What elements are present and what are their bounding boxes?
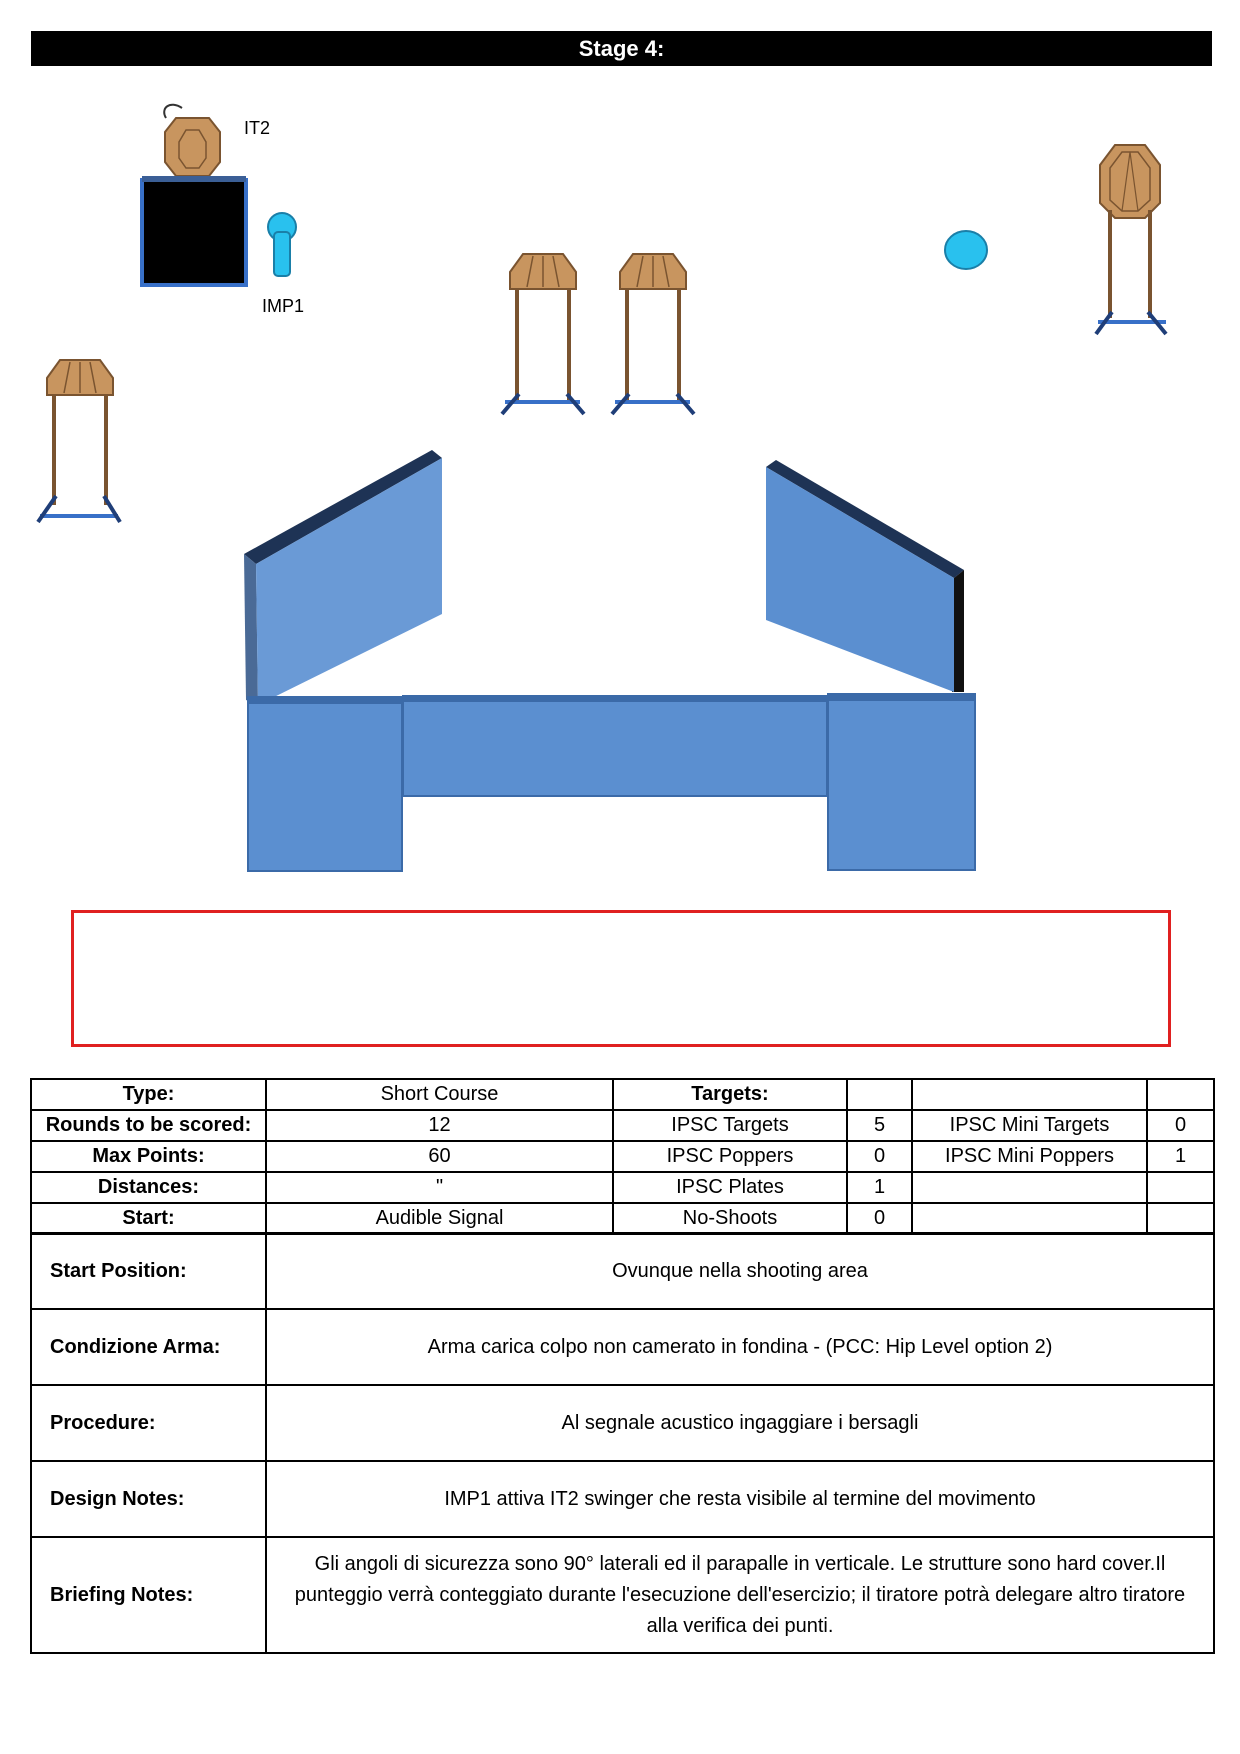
ipsc-mini-targets-label: IPSC Mini Targets bbox=[912, 1110, 1147, 1141]
ipsc-poppers-count: 0 bbox=[847, 1141, 912, 1172]
ipsc-target-left bbox=[38, 360, 120, 522]
ipsc-mini-poppers-count: 1 bbox=[1147, 1141, 1214, 1172]
table-row bbox=[31, 1203, 1214, 1234]
ipsc-plate bbox=[945, 231, 987, 269]
design-notes-value: IMP1 attiva IT2 swinger che resta visibile al termine del movimento bbox=[266, 1461, 1214, 1537]
stage-title: Stage 4: bbox=[31, 31, 1212, 66]
ipsc-plates-label: IPSC Plates bbox=[613, 1172, 847, 1203]
ipsc-targets-label: IPSC Targets bbox=[613, 1110, 847, 1141]
table-row bbox=[31, 1233, 1214, 1309]
type-label: Type: bbox=[31, 1079, 266, 1110]
table-row bbox=[31, 1141, 1214, 1172]
ipsc-mini-targets-count: 0 bbox=[1147, 1110, 1214, 1141]
ipsc-target-right bbox=[1096, 145, 1166, 334]
ipsc-mini-poppers-label: IPSC Mini Poppers bbox=[912, 1141, 1147, 1172]
fault-line-box bbox=[71, 910, 1171, 1047]
start-label: Start: bbox=[31, 1203, 266, 1234]
table-row bbox=[31, 1385, 1214, 1461]
briefing-notes-label: Briefing Notes: bbox=[31, 1537, 266, 1653]
it2-label: IT2 bbox=[244, 118, 271, 138]
start-position-value: Ovunque nella shooting area bbox=[266, 1233, 1214, 1309]
ipsc-target-center-1 bbox=[502, 254, 584, 414]
stage-info-table bbox=[30, 1078, 1215, 1235]
start-position-label: Start Position: bbox=[31, 1233, 266, 1309]
table-row bbox=[31, 1172, 1214, 1203]
empty-cell bbox=[912, 1079, 1147, 1110]
design-notes-label: Design Notes: bbox=[31, 1461, 266, 1537]
table-row bbox=[31, 1461, 1214, 1537]
targets-header: Targets: bbox=[613, 1079, 847, 1110]
no-shoots-label: No-Shoots bbox=[613, 1203, 847, 1234]
empty-cell bbox=[1147, 1172, 1214, 1203]
procedure-value: Al segnale acustico ingaggiare i bersagli bbox=[266, 1385, 1214, 1461]
max-points-value: 60 bbox=[266, 1141, 613, 1172]
table-row bbox=[31, 1537, 1214, 1653]
table-row bbox=[31, 1079, 1214, 1110]
empty-cell bbox=[912, 1203, 1147, 1234]
table-row bbox=[31, 1309, 1214, 1385]
wall-front bbox=[248, 694, 975, 871]
type-value: Short Course bbox=[266, 1079, 613, 1110]
procedure-label: Procedure: bbox=[31, 1385, 266, 1461]
briefing-notes-value: Gli angoli di sicurezza sono 90° laterali ed il parapalle in verticale. Le strutture sono hard cover.Il punteggio verrà conteggiato durante l'esecuzione dell'esercizio; il tiratore potrà delegare altro tiratore alla verifica dei punti. bbox=[266, 1537, 1214, 1653]
it2-swinger-target bbox=[142, 105, 246, 285]
wall-right-angled bbox=[766, 460, 964, 692]
empty-cell bbox=[1147, 1079, 1214, 1110]
empty-cell bbox=[847, 1079, 912, 1110]
distances-label: Distances: bbox=[31, 1172, 266, 1203]
rounds-value: 12 bbox=[266, 1110, 613, 1141]
ipsc-poppers-label: IPSC Poppers bbox=[613, 1141, 847, 1172]
wall-left-angled bbox=[244, 450, 442, 705]
imp1-mini-popper bbox=[268, 213, 296, 276]
empty-cell bbox=[1147, 1203, 1214, 1234]
condizione-arma-label: Condizione Arma: bbox=[31, 1309, 266, 1385]
no-shoots-count: 0 bbox=[847, 1203, 912, 1234]
rounds-label: Rounds to be scored: bbox=[31, 1110, 266, 1141]
swing-arrow-icon bbox=[164, 105, 182, 118]
empty-cell bbox=[912, 1172, 1147, 1203]
start-value: Audible Signal bbox=[266, 1203, 613, 1234]
ipsc-target-center-2 bbox=[612, 254, 694, 414]
ipsc-targets-count: 5 bbox=[847, 1110, 912, 1141]
table-row bbox=[31, 1110, 1214, 1141]
distances-value: " bbox=[266, 1172, 613, 1203]
ipsc-plates-count: 1 bbox=[847, 1172, 912, 1203]
stage-notes-table bbox=[30, 1232, 1215, 1654]
max-points-label: Max Points: bbox=[31, 1141, 266, 1172]
imp1-label: IMP1 bbox=[262, 296, 305, 316]
swinger-cover-box bbox=[142, 180, 246, 285]
condizione-arma-value: Arma carica colpo non camerato in fondina - (PCC: Hip Level option 2) bbox=[266, 1309, 1214, 1385]
